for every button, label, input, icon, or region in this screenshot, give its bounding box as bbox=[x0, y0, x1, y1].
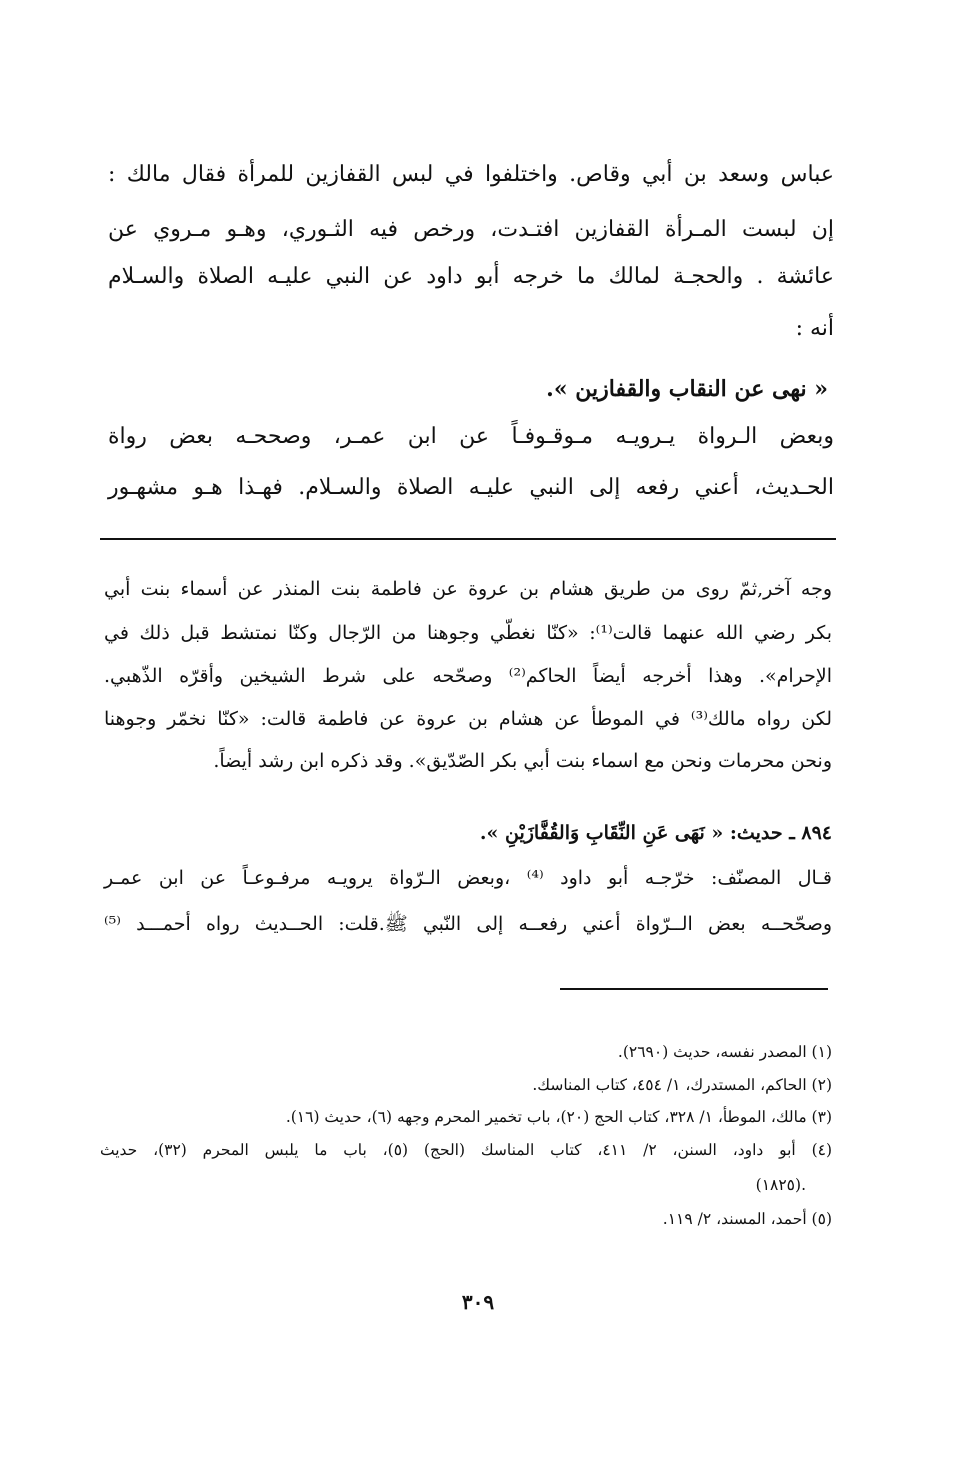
commentary-line: ونحن محرمات ونحن مع اسماء بنت أبي بكر الصّدّيق». وقد ذكره ابن رشد أيضاً. bbox=[213, 750, 832, 772]
main-text-line: عباس وسعد بن أبي وقاص. واختلفوا في لبس القفازين للمرأة فقال مالك : bbox=[108, 162, 834, 187]
footnote: (٣) مالك، الموطأ، ١/ ٣٢٨، كتاب الحج (٢٠)، باب تخمير المحرم وجهه (٦)، حديث (١٦). bbox=[285, 1108, 832, 1126]
page-number: ٣٠٩ bbox=[461, 1290, 495, 1314]
section-divider bbox=[100, 538, 836, 540]
hadith-heading: ٨٩٤ ـ حديث: « نَهَى عَنِ النِّقَابِ وَالقُفَّازَيْنِ ». bbox=[479, 822, 832, 844]
footnote: (٢) الحاكم، المستدرك، ١/ ٤٥٤، كتاب المناسك. bbox=[532, 1076, 832, 1094]
commentary-line: لكن رواه مالك⁽³⁾ في الموطأ عن هشام بن عروة عن فاطمة قالت: «كنّا نخمّر وجوهنا bbox=[104, 708, 833, 730]
commentary-line: الإحرام». وهذا أخرجه أيضاً الحاكم⁽²⁾ وصحّحه على شرط الشيخين وأقرّه الذّهبي. bbox=[104, 665, 832, 687]
footnote: (٥) أحمد، المسند، ٢/ ١١٩. bbox=[662, 1210, 832, 1228]
commentary-line: وصحّحــه بعض الــرّواة أعني رفعــه إلى النّبي ﷺ.قلت: الحــديث رواه أحمـــد ⁽⁵⁾ bbox=[104, 913, 832, 935]
commentary-line: قـال المصنّف: خرّجـه أبو داود ⁽⁴⁾ ،وبعض الـرّواة يرويـه مرفـوعـاً عن ابن عمـر bbox=[104, 867, 832, 889]
footnote: (٤) أبو داود، السنن، ٢/ ٤١١، كتاب المناسك (الحج) (٥)، باب ما يلبس المحرم (٣٢)، حديث bbox=[100, 1141, 833, 1159]
commentary-line: وجه آخر,ثمّ روى من طريق هشام بن عروة عن فاطمة بنت المنذر عن أسماء بنت أبي bbox=[104, 578, 832, 600]
main-text-line: أنه : bbox=[795, 316, 834, 341]
footnote: (١) المصدر نفسه، حديث (٢٦٩٠). bbox=[617, 1043, 832, 1061]
footnote-continuation: (١٨٢٥). bbox=[755, 1176, 806, 1194]
footnote-divider bbox=[560, 988, 828, 990]
main-text-line: عائشة . والحجـة لمالك ما خرجه أبو داود عن النبي عليـه الصلاة والسـلام bbox=[108, 264, 834, 289]
main-text-line: الحـديث، أعني رفعه إلى النبي عليـه الصلاة والسـلام. فهـذا هـو مشهـور bbox=[108, 475, 834, 500]
commentary-line: بكر رضي الله عنهما قالت⁽¹⁾: «كنّا نغطّي وجوهنا من الرّجال وكنّا نمتشط قبل ذلك في bbox=[104, 622, 832, 644]
hadith-quote: « نهى عن النقاب والقفازين ». bbox=[546, 376, 828, 402]
main-text-line: وبعض الـرواة يـرويـه مـوقـوفـاً عن ابن عمـر، وصححـه بعض رواة bbox=[108, 424, 834, 449]
main-text-line: إن لبست المـرأة القفازين افتـدت، ورخص فيه الثـوري، وهـو مـروي عن bbox=[108, 217, 834, 242]
